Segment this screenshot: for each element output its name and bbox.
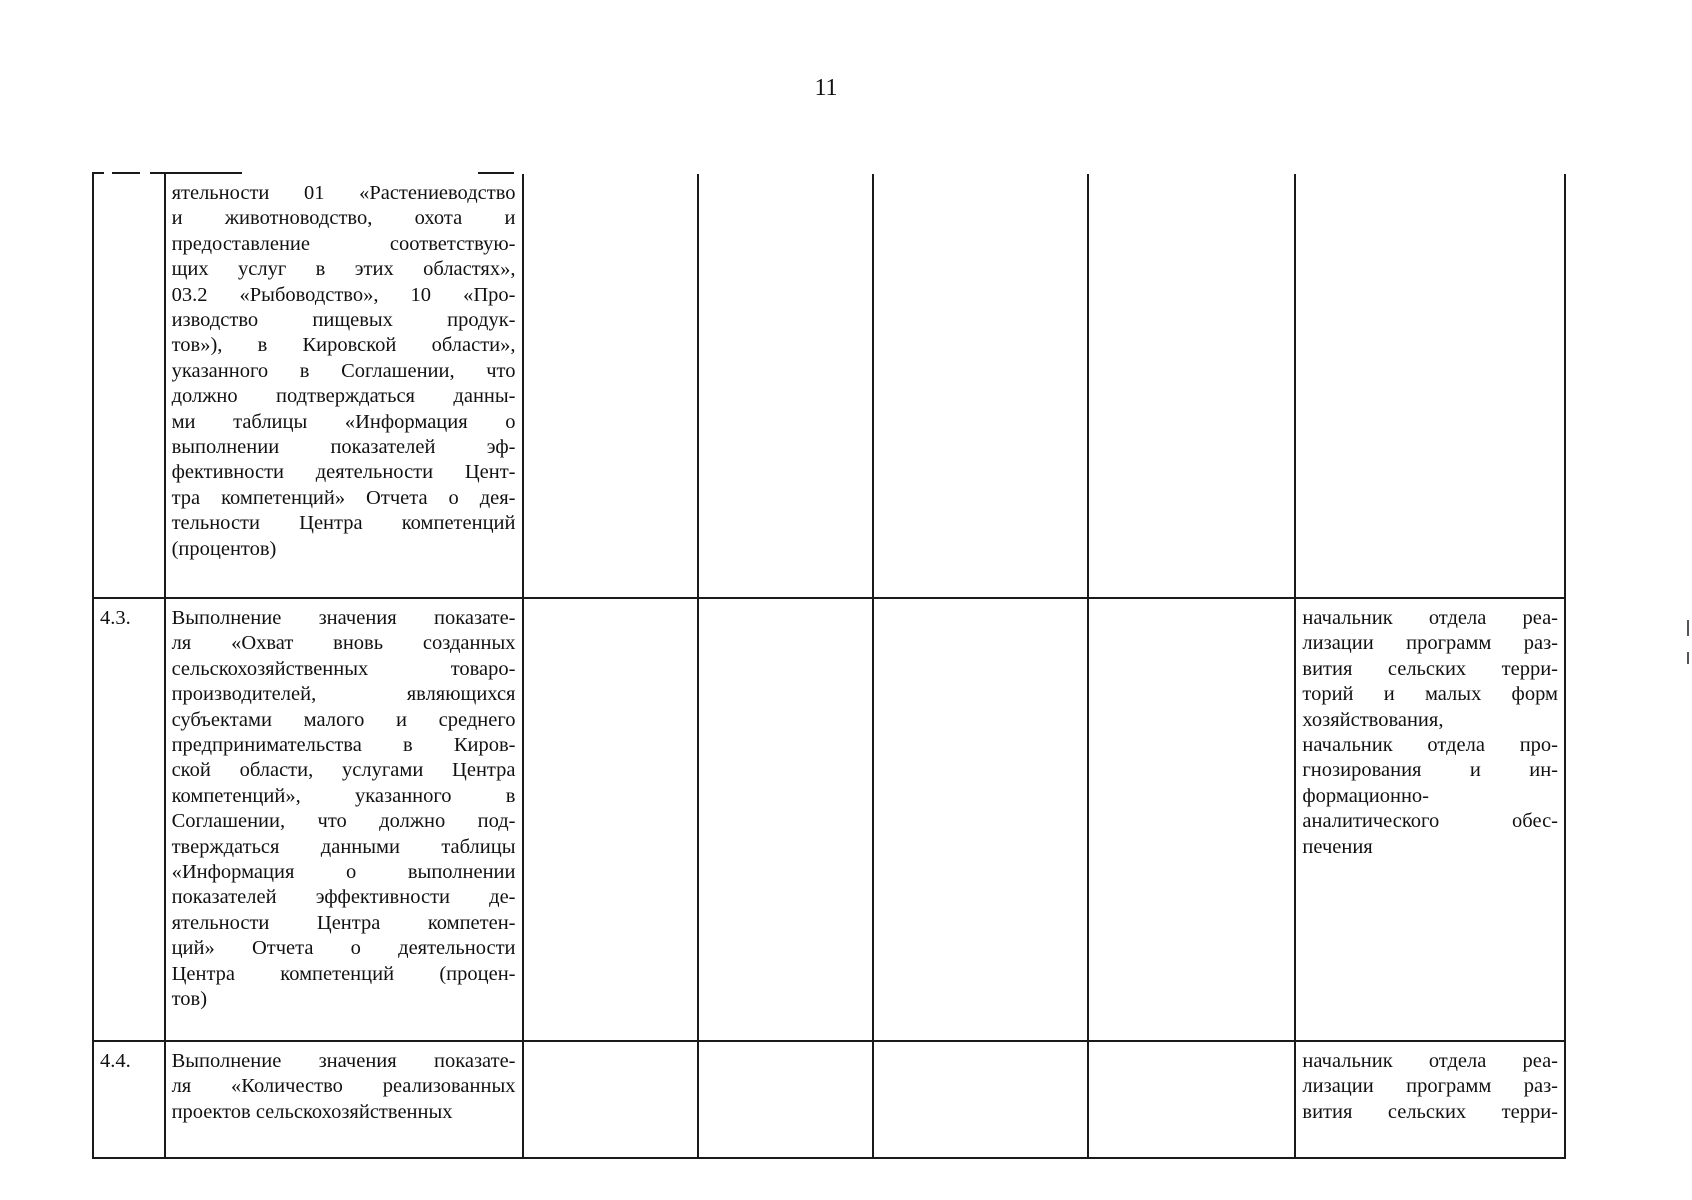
description-line: ятельности Центра компетен- [171, 911, 516, 934]
description-line: фективности деятельности Цент- [171, 461, 516, 484]
empty-value-cell [1088, 598, 1295, 1041]
empty-value-cell [698, 1041, 872, 1158]
empty-value-cell [698, 598, 872, 1041]
table-row [93, 598, 1565, 1041]
page-number: 11 [814, 75, 838, 101]
description-line: компетенций», указанного в [171, 784, 516, 807]
responsible-line: торий и малых форм [1302, 683, 1558, 706]
empty-value-cell [698, 174, 872, 598]
description-line: производителей, являющихся [171, 683, 516, 706]
row-number-cell: 4.3. [93, 598, 165, 1041]
description-line: ми таблицы «Информация о [171, 410, 516, 433]
description-line: ля «Охват вновь созданных [171, 632, 516, 655]
responsible-official-cell [1295, 174, 1565, 598]
description-line: Выполнение значения показате- [171, 607, 516, 629]
description-line: проектов сельскохозяйственных [171, 1100, 453, 1123]
description-line: Выполнение значения показате- [171, 1050, 516, 1072]
description-line: 03.2 «Рыбоводство», 10 «Про- [171, 283, 516, 306]
empty-value-cell [523, 598, 699, 1041]
responsible-line: начальник отдела про- [1302, 734, 1558, 757]
scan-margin-mark [1687, 652, 1689, 664]
description-line: выполнении показателей эф- [171, 436, 516, 459]
description-line: «Информация о выполнении [171, 861, 516, 884]
description-line: изводство пищевых продук- [171, 309, 516, 332]
responsible-official-cell [1295, 1041, 1565, 1158]
responsible-line: начальник отдела реа- [1302, 1050, 1558, 1072]
description-line: ятельности 01 «Растениеводство [171, 182, 516, 204]
table-row [93, 174, 1565, 598]
description-line: должно подтверждаться данны- [171, 385, 516, 408]
indicator-description-cell [165, 1041, 523, 1158]
indicators-table [92, 174, 1566, 1159]
responsible-line: печения [1302, 835, 1373, 858]
responsible-line: лизации программ раз- [1302, 1075, 1558, 1098]
description-line: щих услуг в этих областях», [171, 258, 516, 281]
responsible-line: формационно- [1302, 784, 1430, 807]
responsible-line: лизации программ раз- [1302, 632, 1558, 655]
responsible-line: вития сельских терри- [1302, 1100, 1558, 1123]
description-line: предпринимательства в Киров- [171, 734, 516, 757]
description-line: указанного в Соглашении, что [171, 359, 516, 382]
row-number-cell: 4.4. [93, 1041, 165, 1158]
description-line: тов) [171, 988, 208, 1011]
scan-margin-mark [1687, 620, 1689, 636]
empty-value-cell [873, 598, 1089, 1041]
description-line: тра компетенций» Отчета о дея- [171, 486, 516, 509]
empty-value-cell [1088, 1041, 1295, 1158]
responsible-line: хозяйствования, [1302, 708, 1444, 731]
description-line: предоставление соответствую- [171, 232, 516, 255]
description-line: тов»), в Кировской области», [171, 334, 516, 357]
description-line: и животноводство, охота и [171, 207, 516, 230]
empty-value-cell [523, 1041, 699, 1158]
description-line: ской области, услугами Центра [171, 759, 516, 782]
description-line: ций» Отчета о деятельности [171, 937, 516, 960]
description-line: ля «Количество реализованных [171, 1075, 516, 1098]
description-line: тельности Центра компетенций [171, 512, 516, 535]
responsible-official-cell [1295, 598, 1565, 1041]
responsible-line: аналитического обес- [1302, 810, 1558, 833]
indicator-description-cell [165, 598, 523, 1041]
empty-value-cell [873, 174, 1089, 598]
description-line: Центра компетенций (процен- [171, 962, 516, 985]
responsible-line: вития сельских терри- [1302, 657, 1558, 680]
description-line: показателей эффективности де- [171, 886, 516, 909]
description-line: тверждаться данными таблицы [171, 835, 516, 858]
empty-value-cell [873, 1041, 1089, 1158]
description-line: субъектами малого и среднего [171, 708, 516, 731]
description-line: сельскохозяйственных товаро- [171, 657, 516, 680]
row-number-cell [93, 174, 165, 598]
description-line: (процентов) [171, 537, 277, 560]
empty-value-cell [523, 174, 699, 598]
description-line: Соглашении, что должно под- [171, 810, 516, 833]
responsible-line: гнозирования и ин- [1302, 759, 1558, 782]
indicator-description-cell [165, 174, 523, 598]
empty-value-cell [1088, 174, 1295, 598]
responsible-line: начальник отдела реа- [1302, 607, 1558, 629]
table-row [93, 1041, 1565, 1158]
